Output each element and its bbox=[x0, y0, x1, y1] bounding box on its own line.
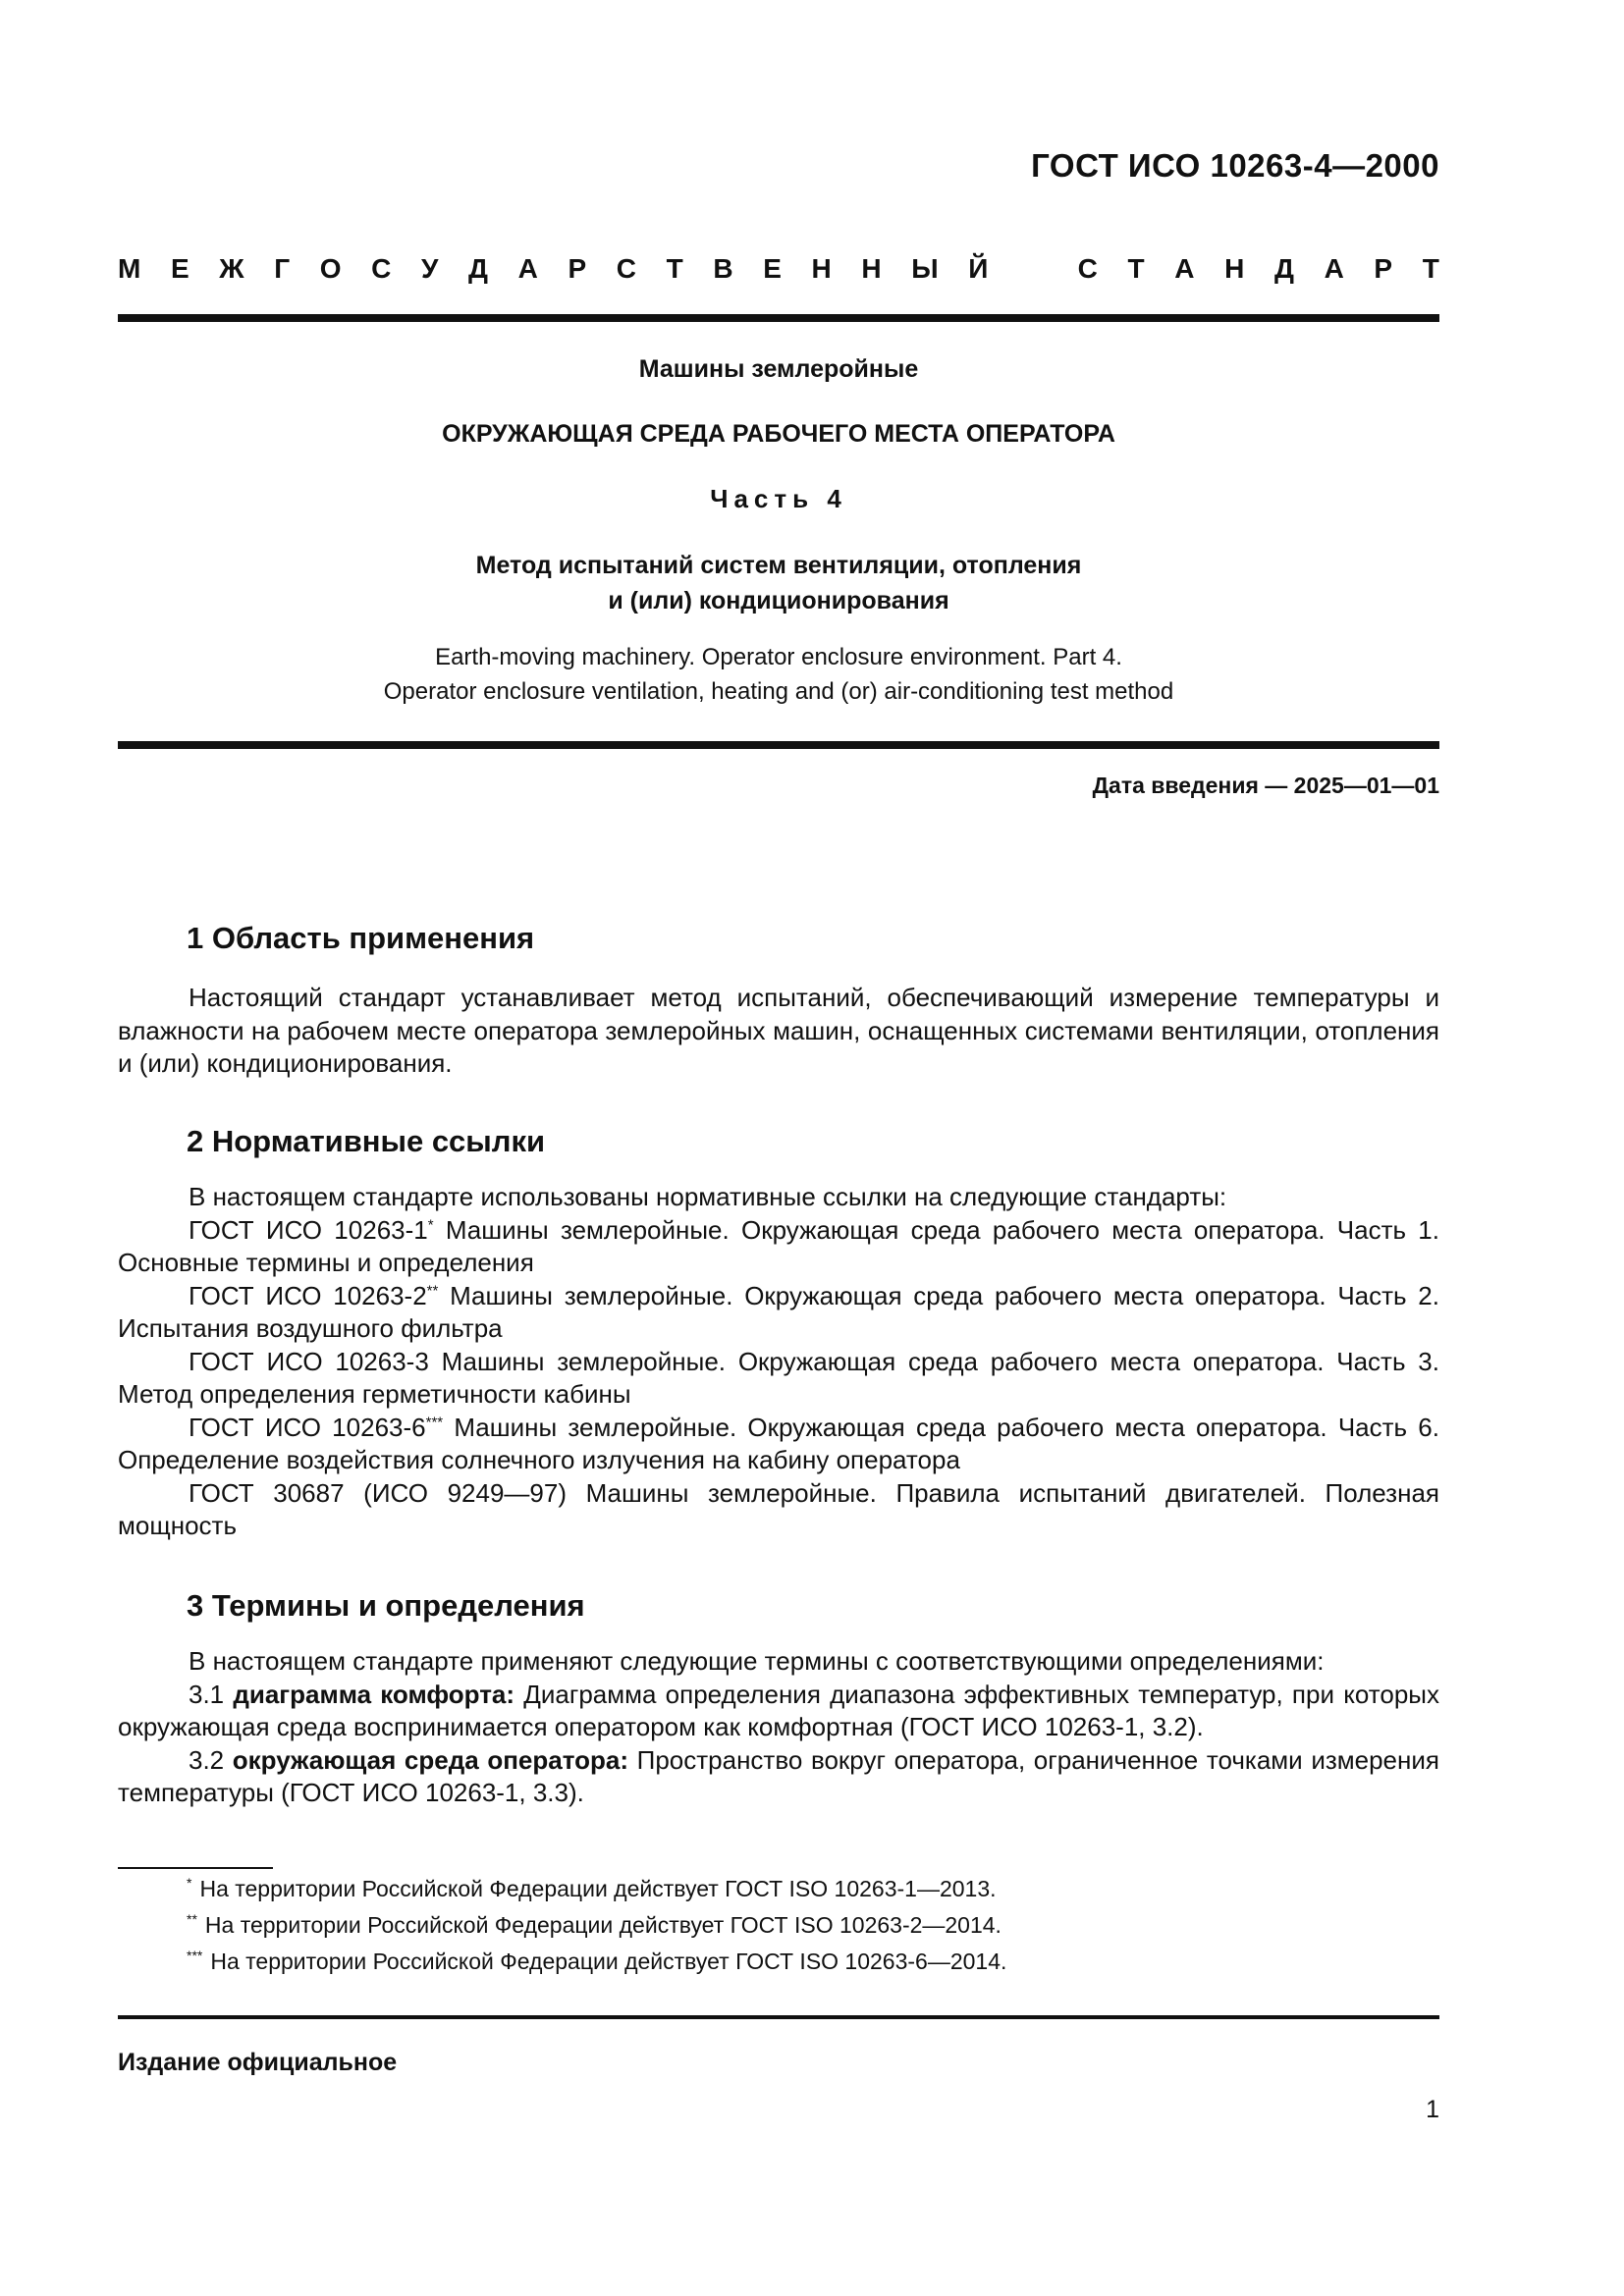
reference-title: Машины землеройные. Окружающая среда рабочего места оператора. Часть 2. Испытания воздушного фильтра bbox=[118, 1280, 1439, 1343]
footnotes bbox=[187, 1871, 1006, 1980]
standard-type-letter: Н bbox=[1224, 253, 1245, 284]
standard-type-letter: В bbox=[713, 253, 733, 284]
section-1-paragraph: Настоящий стандарт устанавливает метод испытаний, обеспечивающий измерение температуры и влажности на рабочем месте оператора землеройных машин, оснащенных системами вентиляции, отопления и (или) кондиционирования. bbox=[118, 983, 1439, 1078]
title-subject: Машины землеройные bbox=[638, 355, 919, 383]
standard-type-letter: С bbox=[616, 253, 636, 284]
title-rule bbox=[118, 741, 1439, 749]
reference-title: Машины землеройные. Окружающая среда рабочего места оператора. Часть 1. Основные термины и определения bbox=[118, 1214, 1439, 1277]
footnote-mark: *** bbox=[187, 1948, 203, 1964]
standard-type-letter: М bbox=[118, 253, 141, 284]
term-name: диаграмма комфорта: bbox=[233, 1679, 515, 1709]
term-entry bbox=[118, 1744, 1439, 1810]
footnote-text: На территории Российской Федерации действует ГОСТ ISO 10263-6—2014. bbox=[210, 1949, 1007, 1974]
title-method-line1: Метод испытаний систем вентиляции, отопления bbox=[475, 552, 1082, 579]
standard-type-letter: Р bbox=[568, 253, 587, 284]
standard-type-letter: А bbox=[1174, 253, 1195, 284]
standard-type-letter: А bbox=[517, 253, 538, 284]
reference-item: ГОСТ 30687 (ИСО 9249—97) Машины землеройные. Правила испытаний двигателей. Полезная мощность bbox=[118, 1477, 1439, 1540]
footnote-mark: ** bbox=[426, 1281, 439, 1299]
footnote-separator bbox=[118, 1867, 273, 1869]
standard-type-letter: Н bbox=[861, 253, 882, 284]
reference-item: ГОСТ ИСО 10263-3 Машины землеройные. Окружающая среда рабочего места оператора. Часть 3. Метод определения герметичности кабины bbox=[118, 1346, 1439, 1409]
title-part: Часть 4 bbox=[710, 484, 847, 513]
term-entry bbox=[118, 1679, 1439, 1744]
standard-type-letter: Т bbox=[1127, 253, 1145, 284]
standard-type-heading bbox=[118, 253, 1439, 285]
footnote bbox=[187, 1907, 1006, 1944]
standard-type-letter: С bbox=[371, 253, 392, 284]
title-english-line1: Earth-moving machinery. Operator enclosure environment. Part 4. bbox=[435, 644, 1122, 670]
standard-type-letter: Е bbox=[170, 253, 189, 284]
title-method-line2: и (или) кондиционирования bbox=[608, 587, 949, 614]
standard-type-letter: Д bbox=[1273, 253, 1294, 284]
header-rule bbox=[118, 314, 1439, 322]
reference-item bbox=[118, 1214, 1439, 1280]
word-gap bbox=[1018, 253, 1048, 285]
footnote-mark: *** bbox=[425, 1413, 444, 1430]
standard-type-letter: Е bbox=[763, 253, 782, 284]
footnote-mark: ** bbox=[187, 1911, 197, 1928]
standard-type-letter: У bbox=[420, 253, 439, 284]
standard-type-letter: Ы bbox=[911, 253, 939, 284]
title-english-line2: Operator enclosure ventilation, heating and (or) air-conditioning test method bbox=[383, 678, 1174, 705]
term-definition: Пространство вокруг оператора, ограниченное точками измерения температуры (ГОСТ ИСО 10263-1, 3.3). bbox=[118, 1744, 1439, 1807]
footnote-mark: * bbox=[427, 1215, 434, 1233]
reference-code: ГОСТ ИСО 10263-6 bbox=[189, 1412, 426, 1442]
reference-code: ГОСТ ИСО 10263-2 bbox=[189, 1280, 427, 1310]
title-method bbox=[118, 548, 1439, 618]
standard-type-letter: Р bbox=[1374, 253, 1393, 284]
section-3-body bbox=[118, 1645, 1439, 1810]
reference-item bbox=[118, 1412, 1439, 1477]
reference-title: Машины землеройные. Окружающая среда рабочего места оператора. Часть 6. Определение воздействия солнечного излучения на кабину оператора bbox=[118, 1412, 1439, 1474]
document-code: ГОСТ ИСО 10263-4—2000 bbox=[1031, 147, 1439, 184]
standard-type-letter: Д bbox=[468, 253, 488, 284]
page-number: 1 bbox=[1426, 2096, 1439, 2123]
section-3-heading: 3 Термины и определения bbox=[187, 1588, 585, 1623]
footnote-mark: * bbox=[187, 1875, 192, 1892]
section-3-intro: В настоящем стандарте применяют следующие термины с соответствующими определениями: bbox=[189, 1646, 1325, 1676]
footnote bbox=[187, 1871, 1006, 1907]
footnote-text: На территории Российской Федерации действует ГОСТ ISO 10263-1—2013. bbox=[199, 1876, 997, 1901]
reference-code: ГОСТ ИСО 10263-1 bbox=[189, 1214, 428, 1245]
standard-type-letter: Ж bbox=[219, 253, 244, 284]
edition-label: Издание официальное bbox=[118, 2049, 398, 2076]
standard-type-letter: Г bbox=[274, 253, 291, 284]
introduction-date: Дата введения — 2025—01—01 bbox=[1092, 773, 1439, 798]
standard-type-letter: Т bbox=[1422, 253, 1439, 284]
standard-type-letter: С bbox=[1077, 253, 1098, 284]
standard-type-letter: Т bbox=[666, 253, 683, 284]
term-number: 3.2 bbox=[189, 1744, 233, 1775]
term-number: 3.1 bbox=[189, 1679, 234, 1709]
standard-type-letter: А bbox=[1324, 253, 1344, 284]
footnote bbox=[187, 1944, 1006, 1980]
standard-type-letter: Н bbox=[811, 253, 832, 284]
standard-type-letter: О bbox=[319, 253, 342, 284]
title-main: ОКРУЖАЮЩАЯ СРЕДА РАБОЧЕГО МЕСТА ОПЕРАТОРА bbox=[442, 420, 1115, 448]
term-name: окружающая среда оператора: bbox=[232, 1744, 628, 1775]
title-english bbox=[118, 640, 1439, 709]
section-1-body bbox=[118, 982, 1439, 1081]
section-2-heading: 2 Нормативные ссылки bbox=[187, 1124, 546, 1158]
footer-rule bbox=[118, 2015, 1439, 2019]
standard-type-letter: Й bbox=[968, 253, 989, 284]
footnote-text: На территории Российской Федерации действует ГОСТ ISO 10263-2—2014. bbox=[204, 1912, 1001, 1938]
standard-type-letters bbox=[118, 253, 1439, 285]
reference-item bbox=[118, 1280, 1439, 1346]
section-1-heading: 1 Область применения bbox=[187, 921, 535, 955]
section-2-intro: В настоящем стандарте использованы нормативные ссылки на следующие стандарты: bbox=[189, 1182, 1227, 1211]
term-definition: Диаграмма определения диапазона эффективных температур, при которых окружающая среда воспринимается оператором как комфортная (ГОСТ ИСО 10263-1, 3.2). bbox=[118, 1679, 1439, 1741]
section-2-body bbox=[118, 1181, 1439, 1543]
